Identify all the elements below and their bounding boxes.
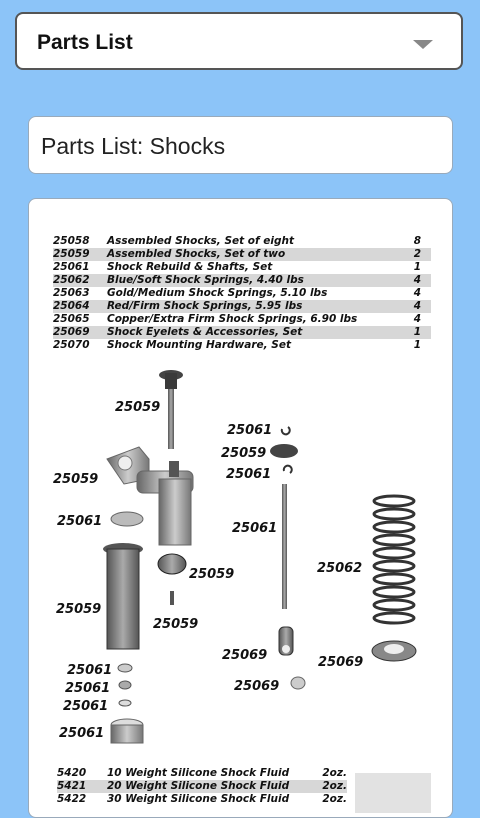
part-number: 25062 — [53, 274, 90, 286]
table-row — [53, 248, 431, 261]
part-quantity: 1 — [413, 261, 421, 273]
part-number: 25065 — [53, 313, 90, 325]
parts-table — [53, 235, 431, 352]
shock-piston — [158, 554, 186, 574]
washer — [118, 664, 132, 672]
part-description: 20 Weight Silicone Shock Fluid — [107, 780, 290, 792]
washer — [119, 681, 131, 689]
part-description: Assembled Shocks, Set of two — [107, 248, 286, 260]
spring-retainer — [372, 641, 416, 661]
e-clip — [284, 466, 292, 473]
e-clip — [282, 427, 290, 434]
callout-label: 25069 — [222, 648, 268, 663]
table-row — [53, 326, 431, 339]
shock-body — [103, 543, 143, 649]
part-number: 5420 — [57, 767, 87, 779]
part-number: 25059 — [53, 248, 90, 260]
part-description: Blue/Soft Shock Springs, 4.40 lbs — [107, 274, 304, 286]
callout-label: 25059 — [189, 567, 235, 582]
part-quantity: 4 — [413, 274, 421, 286]
shock-cap-bolt — [159, 370, 183, 449]
table-row — [53, 313, 431, 326]
ball-stud — [291, 677, 305, 689]
callout-label: 25061 — [67, 663, 113, 678]
part-description: Shock Eyelets & Accessories, Set — [107, 326, 303, 338]
page-title: Parts List: Shocks — [41, 133, 226, 159]
callout-label: 25059 — [221, 446, 267, 461]
exploded-shock-diagram — [29, 359, 453, 779]
callout-label: 25069 — [234, 679, 280, 694]
table-row — [53, 287, 431, 300]
shock-cup — [111, 512, 143, 526]
callout-label: 25061 — [226, 467, 272, 482]
washer — [119, 700, 131, 706]
table-row — [53, 300, 431, 313]
table-row — [57, 780, 347, 793]
part-number: 25061 — [53, 261, 90, 273]
table-row — [53, 339, 431, 352]
part-description: 30 Weight Silicone Shock Fluid — [107, 793, 290, 805]
table-row — [53, 261, 431, 274]
shock-eyelet — [279, 627, 293, 655]
part-description: Assembled Shocks, Set of eight — [107, 235, 294, 247]
part-quantity: 2 — [413, 248, 421, 260]
part-quantity: 2oz. — [322, 767, 347, 779]
part-description: 10 Weight Silicone Shock Fluid — [107, 767, 290, 779]
part-description: Shock Mounting Hardware, Set — [107, 339, 291, 351]
part-quantity: 4 — [413, 313, 421, 325]
shock-screw — [170, 591, 174, 605]
part-quantity: 1 — [413, 326, 421, 338]
part-quantity: 4 — [413, 300, 421, 312]
callout-label: 25061 — [65, 681, 111, 696]
callout-label: 25059 — [56, 602, 102, 617]
callout-label: 25061 — [59, 726, 105, 741]
parts-diagram-card[interactable] — [28, 198, 453, 818]
shock-shaft — [282, 484, 287, 609]
part-description: Shock Rebuild & Shafts, Set — [107, 261, 273, 273]
callout-label: 25061 — [57, 514, 103, 529]
callout-label: 25061 — [227, 423, 273, 438]
callout-label: 25061 — [63, 699, 109, 714]
callout-label: 25059 — [53, 472, 99, 487]
part-quantity: 4 — [413, 287, 421, 299]
shock-piston-small — [270, 444, 298, 458]
callout-label: 25062 — [317, 561, 363, 576]
fluid-table — [57, 767, 347, 806]
part-quantity: 1 — [413, 339, 421, 351]
part-description: Gold/Medium Shock Springs, 5.10 lbs — [107, 287, 328, 299]
part-number: 25069 — [53, 326, 90, 338]
part-quantity: 8 — [413, 235, 421, 247]
callout-label: 25059 — [153, 617, 199, 632]
parts-list-dropdown[interactable] — [15, 12, 463, 70]
dropdown-label: Parts List — [37, 31, 133, 54]
table-row — [57, 767, 347, 780]
part-quantity: 2oz. — [322, 780, 347, 792]
chevron-down-icon — [413, 40, 433, 49]
table-row — [53, 235, 431, 248]
callout-label: 25059 — [115, 400, 161, 415]
part-number: 25064 — [53, 300, 90, 312]
shock-bottom-cap — [111, 719, 143, 743]
part-description: Copper/Extra Firm Shock Springs, 6.90 lbs — [107, 313, 358, 325]
callout-label: 25069 — [318, 655, 364, 670]
part-quantity: 2oz. — [322, 793, 347, 805]
part-number: 25063 — [53, 287, 90, 299]
table-row — [53, 274, 431, 287]
part-number: 5422 — [57, 793, 87, 805]
fluid-bottle-image — [355, 773, 431, 813]
page-title-box — [28, 116, 453, 174]
part-number: 25058 — [53, 235, 90, 247]
shock-spring — [374, 496, 414, 623]
part-number: 5421 — [57, 780, 87, 792]
part-description: Red/Firm Shock Springs, 5.95 lbs — [107, 300, 303, 312]
callout-label: 25061 — [232, 521, 278, 536]
shock-body-cap — [107, 447, 193, 545]
part-number: 25070 — [53, 339, 90, 351]
